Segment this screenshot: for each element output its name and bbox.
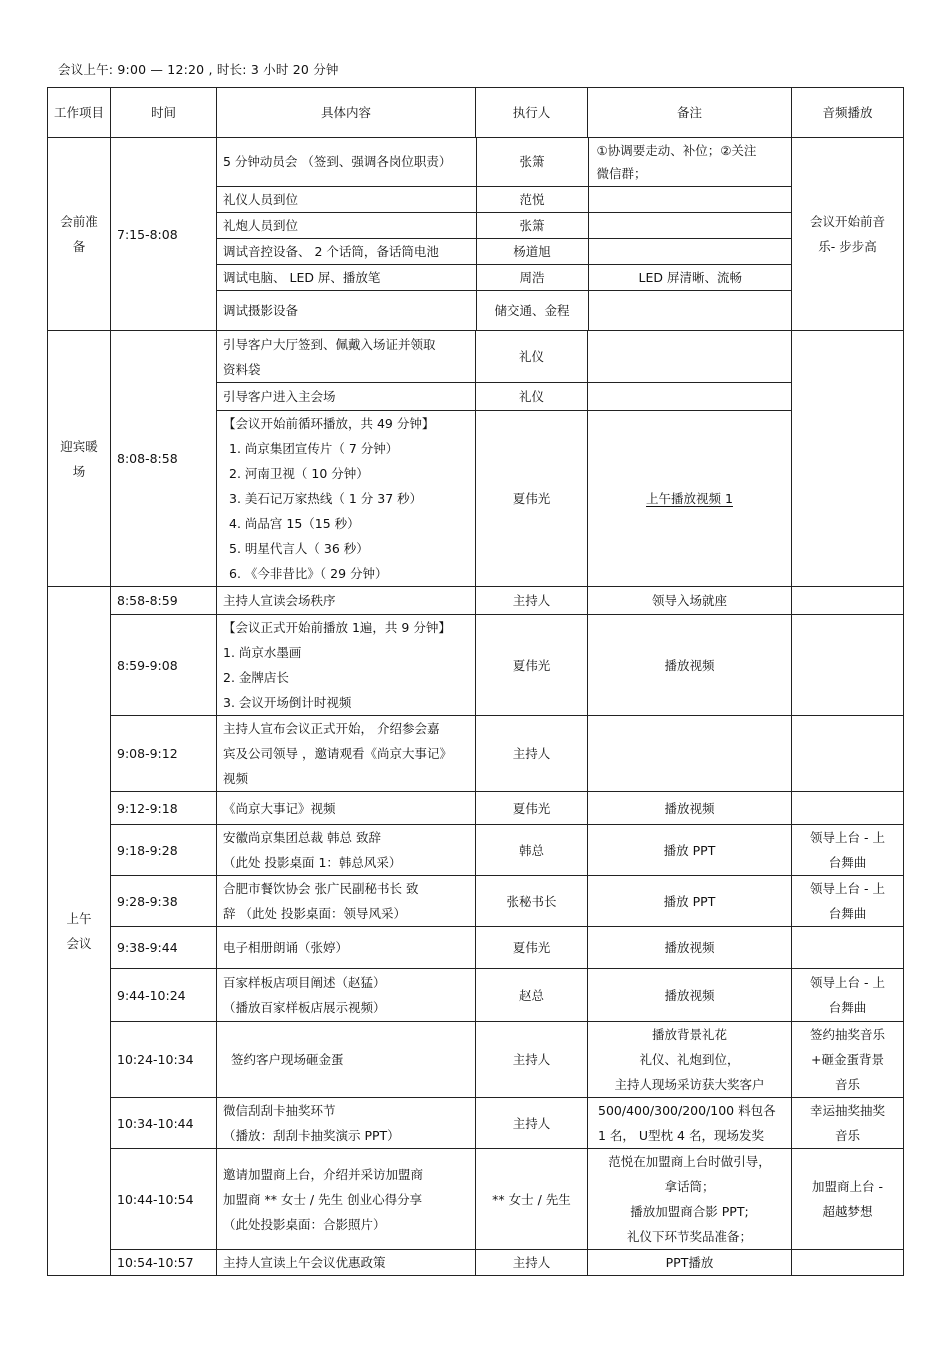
content-cell: 签约客户现场砸金蛋: [217, 1022, 476, 1098]
col-executor: 执行人: [476, 88, 588, 138]
executor-cell: 礼仪: [476, 383, 588, 411]
audio-cell: 签约抽奖音乐 +砸金蛋背景 音乐: [792, 1022, 904, 1098]
time-cell: 10:44-10:54: [111, 1149, 217, 1250]
pre-meeting-subrows: [217, 138, 792, 331]
col-audio: 音频播放: [792, 88, 904, 138]
content-cell: 引导客户进入主会场: [217, 383, 476, 411]
audio-cell: 会议开始前音 乐- 步步高: [792, 138, 904, 331]
audio-cell: [792, 716, 904, 792]
table-header-row: [48, 88, 904, 138]
audio-cell: [792, 587, 904, 615]
note-cell: LED 屏清晰、流畅: [588, 264, 792, 290]
col-time: 时间: [111, 88, 217, 138]
executor-cell: 夏伟光: [476, 792, 588, 825]
executor-cell: 周浩: [476, 264, 588, 290]
executor-cell: 主持人: [476, 1098, 588, 1149]
executor-cell: 韩总: [476, 825, 588, 876]
note-cell: 播放视频: [588, 792, 792, 825]
note-cell: [588, 383, 792, 411]
content-cell: 引导客户大厅签到、佩戴入场证并领取 资料袋: [217, 331, 476, 383]
executor-cell: 主持人: [476, 587, 588, 615]
note-cell: 播放 PPT: [588, 825, 792, 876]
note-cell: [588, 238, 792, 264]
table-row: [48, 1022, 904, 1098]
executor-cell: 主持人: [476, 1250, 588, 1276]
section-name: 上午 会议: [48, 587, 111, 1276]
executor-cell: 杨道旭: [476, 238, 588, 264]
note-cell: [588, 331, 792, 383]
section-pre-meeting: [48, 138, 904, 331]
executor-cell: 主持人: [476, 1022, 588, 1098]
note-cell: 播放视频: [588, 615, 792, 716]
time-cell: 9:08-9:12: [111, 716, 217, 792]
col-note: 备注: [588, 88, 792, 138]
table-row: [48, 1098, 904, 1149]
content-cell: 微信刮刮卡抽奖环节 （播放：刮刮卡抽奖演示 PPT）: [217, 1098, 476, 1149]
table-row: [217, 138, 792, 186]
content-cell: 5 分钟动员会 （签到、强调各岗位职责）: [217, 138, 476, 186]
table-row: [48, 615, 904, 716]
audio-cell: [792, 1250, 904, 1276]
table-row: [217, 186, 792, 212]
executor-cell: 夏伟光: [476, 615, 588, 716]
time-cell: 8:59-9:08: [111, 615, 217, 716]
audio-cell: [792, 927, 904, 969]
note-cell: ①协调要走动、补位；②关注 微信群；: [588, 138, 792, 186]
table-row: [48, 587, 904, 615]
content-cell: 合肥市餐饮协会 张广民副秘书长 致 辞 （此处 投影桌面：领导风采）: [217, 876, 476, 927]
note-cell: [588, 290, 792, 330]
col-content: 具体内容: [217, 88, 476, 138]
table-row: [217, 264, 792, 290]
note-cell: 播放视频: [588, 927, 792, 969]
executor-cell: ** 女士 / 先生: [476, 1149, 588, 1250]
table-row: [48, 927, 904, 969]
time-cell: 7:15-8:08: [111, 138, 217, 331]
content-cell: 邀请加盟商上台，介绍并采访加盟商 加盟商 ** 女士 / 先生 创业心得分享 （此处投影桌面：合影照片）: [217, 1149, 476, 1250]
time-cell: 10:54-10:57: [111, 1250, 217, 1276]
time-cell: 9:28-9:38: [111, 876, 217, 927]
table-row: [48, 1250, 904, 1276]
content-cell: 调试音控设备、 2 个话筒，备话筒电池: [217, 238, 476, 264]
time-cell: 9:18-9:28: [111, 825, 217, 876]
note-cell: 播放视频: [588, 969, 792, 1022]
executor-cell: 礼仪: [476, 331, 588, 383]
audio-cell: [792, 331, 904, 587]
note-cell: [588, 716, 792, 792]
note-cell: [588, 411, 792, 587]
time-cell: 9:44-10:24: [111, 969, 217, 1022]
executor-cell: 夏伟光: [476, 411, 588, 587]
note-cell: [588, 186, 792, 212]
content-cell: 【会议开始前循环播放，共 49 分钟】 1. 尚京集团宣传片（ 7 分钟） 2. 河南卫视（ 10 分钟） 3. 美石记万家热线（ 1 分 37 秒） 4. 尚品宫 15（15 秒） 5. 明星代言人（ 36 秒） 6. 《今非昔比》（ 29 分钟）: [217, 411, 476, 587]
executor-cell: 夏伟光: [476, 927, 588, 969]
audio-cell: 领导上台 - 上 台舞曲: [792, 969, 904, 1022]
content-cell: 电子相册朗诵（张婷）: [217, 927, 476, 969]
executor-cell: 张箫: [476, 212, 588, 238]
time-cell: 8:08-8:58: [111, 331, 217, 587]
content-cell: 《尚京大事记》视频: [217, 792, 476, 825]
col-work-item: [48, 88, 111, 138]
content-cell: 主持人宣布会议正式开始， 介绍参会嘉 宾及公司领导 ，邀请观看《尚京大事记》 视频: [217, 716, 476, 792]
table-row: [48, 969, 904, 1022]
executor-cell: 张箫: [476, 138, 588, 186]
content-cell: 【会议正式开始前播放 1遍，共 9 分钟】 1. 尚京水墨画 2. 金牌店长 3. 会议开场倒计时视频: [217, 615, 476, 716]
table-row: [217, 238, 792, 264]
time-cell: 10:34-10:44: [111, 1098, 217, 1149]
table-row: [48, 792, 904, 825]
executor-cell: 储交通、金程: [476, 290, 588, 330]
table-row: [48, 331, 904, 383]
content-cell: 安徽尚京集团总裁 韩总 致辞 （此处 投影桌面 1：韩总风采）: [217, 825, 476, 876]
audio-cell: [792, 615, 904, 716]
note-cell: PPT播放: [588, 1250, 792, 1276]
table-row: [217, 212, 792, 238]
table-row: [48, 1149, 904, 1250]
note-cell: 播放 PPT: [588, 876, 792, 927]
executor-cell: 主持人: [476, 716, 588, 792]
table-row: [217, 290, 792, 330]
time-cell: 9:38-9:44: [111, 927, 217, 969]
content-cell: 礼仪人员到位: [217, 186, 476, 212]
note-cell: 范悦在加盟商上台时做引导， 拿话筒； 播放加盟商合影 PPT; 礼仪下环节奖品准备；: [588, 1149, 792, 1250]
content-cell: 调试摄影设备: [223, 302, 299, 318]
content-cell: 调试电脑、 LED 屏、播放笔: [217, 264, 476, 290]
note-cell: 领导入场就座: [588, 587, 792, 615]
executor-cell: 赵总: [476, 969, 588, 1022]
col-work-item-label: 工作项目: [54, 104, 105, 120]
executor-cell: 范悦: [476, 186, 588, 212]
section-name: 迎宾暖 场: [48, 331, 111, 587]
content-cell: 主持人宣读会场秩序: [217, 587, 476, 615]
meeting-time-header: 会议上午: 9:00 — 12:20 , 时长: 3 小时 20 分钟: [58, 62, 339, 77]
time-cell: 8:58-8:59: [111, 587, 217, 615]
time-cell: 9:12-9:18: [111, 792, 217, 825]
schedule-table: [47, 87, 904, 1276]
audio-cell: 幸运抽奖抽奖 音乐: [792, 1098, 904, 1149]
time-cell: 10:24-10:34: [111, 1022, 217, 1098]
note-cell: 播放背景礼花 礼仪、礼炮到位， 主持人现场采访获大奖客户: [588, 1022, 792, 1098]
audio-cell: 领导上台 - 上 台舞曲: [792, 876, 904, 927]
executor-cell: 张秘书长: [476, 876, 588, 927]
audio-cell: 加盟商上台 - 超越梦想: [792, 1149, 904, 1250]
note-cell: [588, 212, 792, 238]
audio-cell: [792, 792, 904, 825]
table-row: [48, 716, 904, 792]
content-cell: 主持人宣读上午会议优惠政策: [217, 1250, 476, 1276]
section-name: 会前准 备: [48, 138, 111, 331]
table-row: [48, 876, 904, 927]
content-cell: 礼炮人员到位: [217, 212, 476, 238]
content-cell: 百家样板店项目阐述（赵猛） （播放百家样板店展示视频）: [217, 969, 476, 1022]
audio-cell: 领导上台 - 上 台舞曲: [792, 825, 904, 876]
video-link-label: 上午播放视频 1: [646, 491, 733, 506]
table-row: [48, 825, 904, 876]
note-cell: 500/400/300/200/100 料包各 1 名， U型枕 4 名，现场发奖: [588, 1098, 792, 1149]
